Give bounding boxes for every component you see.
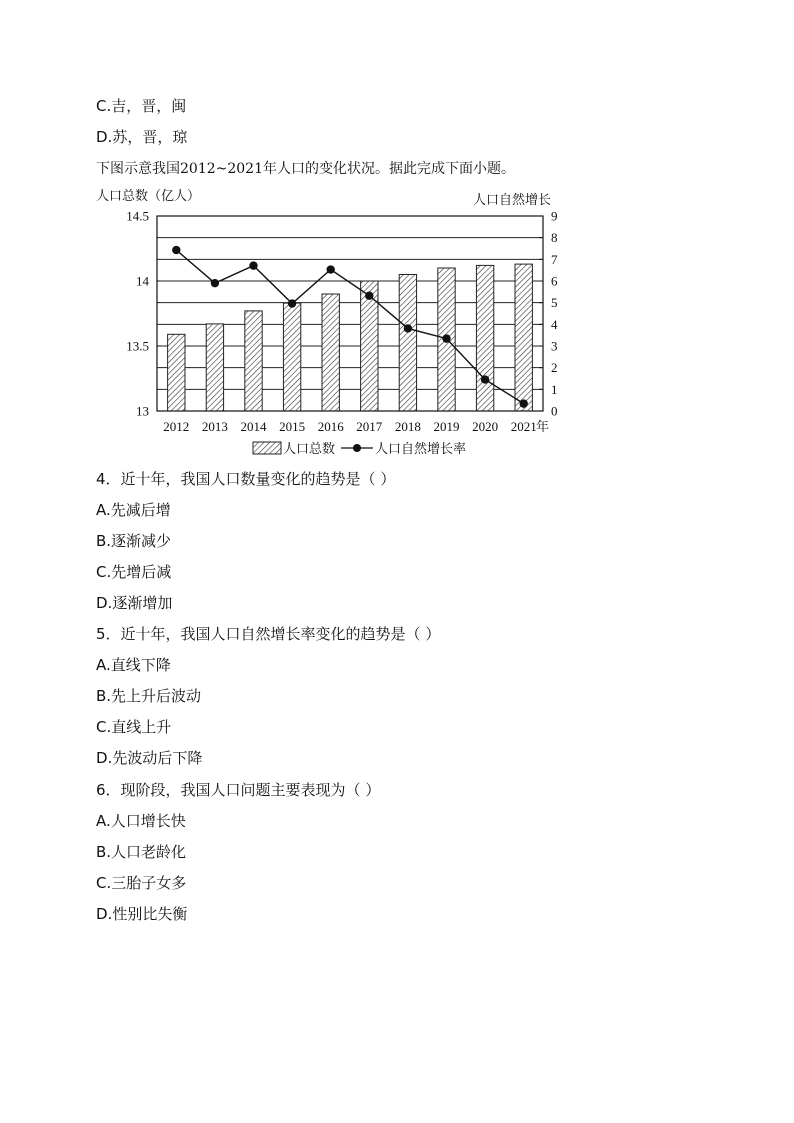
question-4-stem: 4．近十年，我国人口数量变化的趋势是（ ）	[96, 470, 396, 488]
growth-rate-point-2021	[520, 399, 528, 407]
question-4-option-d: D.逐渐增加	[96, 594, 173, 612]
x-tick-label-2018: 2018	[394, 419, 421, 434]
growth-rate-point-2016	[327, 265, 335, 273]
question-6-option-a: A.人口增长快	[96, 812, 186, 830]
x-tick-label-2015: 2015	[279, 419, 306, 434]
bar-2021	[515, 264, 532, 411]
x-tick-label-2020: 2020	[472, 419, 499, 434]
bar-2016	[322, 294, 339, 411]
growth-rate-point-2012	[172, 246, 180, 254]
bar-2012	[168, 334, 185, 411]
left-axis-label: 人口总数（亿人）	[96, 188, 201, 203]
chart-intro: 下图示意我国2012~2021年人口的变化状况。据此完成下面小题。	[96, 161, 515, 177]
x-tick-label-2016: 2016	[317, 419, 344, 434]
right-tick-label: 8	[551, 230, 558, 246]
question-5-option-a: A.直线下降	[96, 656, 171, 674]
question-6-option-d: D.性别比失衡	[96, 905, 188, 923]
legend-bar-label: 人口总数	[283, 441, 336, 456]
x-tick-label-2014: 2014	[240, 419, 267, 434]
growth-rate-point-2017	[365, 292, 373, 300]
right-tick-label: 9	[551, 208, 558, 224]
left-tick-label: 13.5	[126, 338, 149, 354]
right-tick-label: 5	[551, 295, 558, 311]
bar-2018	[399, 275, 416, 412]
question-4-option-c: C.先增后减	[96, 563, 172, 581]
bar-2014	[245, 311, 262, 411]
right-tick-label: 4	[551, 316, 558, 332]
x-tick-label-2017: 2017	[356, 419, 383, 434]
legend-bar-swatch	[253, 442, 281, 454]
question-6-option-b: B.人口老龄化	[96, 843, 187, 861]
x-tick-label-2019: 2019	[433, 419, 460, 434]
question-5-stem: 5．近十年，我国人口自然增长率变化的趋势是（ ）	[96, 625, 441, 643]
right-tick-label: 2	[551, 360, 558, 376]
growth-rate-point-2019	[442, 334, 450, 342]
population-chart	[90, 186, 570, 458]
x-axis-unit: 年	[536, 419, 550, 434]
right-tick-label: 1	[551, 381, 558, 397]
question-4-option-a: A.先减后增	[96, 501, 171, 519]
x-tick-label-2021: 2021	[510, 419, 537, 434]
left-tick-label: 14	[136, 273, 149, 289]
bar-2013	[206, 324, 223, 411]
x-tick-label-2012: 2012	[163, 419, 190, 434]
growth-rate-point-2014	[249, 261, 257, 269]
question-5-option-d: D.先波动后下降	[96, 749, 203, 767]
growth-rate-point-2018	[404, 324, 412, 332]
right-axis-label: 人口自然增长	[473, 192, 552, 207]
legend-line-label: 人口自然增长率	[375, 441, 467, 456]
right-tick-label: 7	[551, 251, 558, 267]
question-5-option-b: B.先上升后波动	[96, 687, 202, 705]
right-tick-label: 3	[551, 338, 558, 354]
legend-line-marker	[353, 444, 361, 452]
growth-rate-line	[176, 250, 523, 404]
question-6-option-c: C.三胎子女多	[96, 874, 187, 892]
right-tick-label: 0	[551, 403, 558, 419]
left-tick-label: 13	[136, 403, 149, 419]
chart-legend	[253, 441, 466, 456]
growth-rate-point-2015	[288, 299, 296, 307]
left-tick-label: 14.5	[126, 208, 149, 224]
prev-option-d: D.苏，晋，琼	[96, 128, 188, 146]
growth-rate-point-2020	[481, 375, 489, 383]
bar-2020	[476, 265, 493, 411]
growth-rate-point-2013	[211, 279, 219, 287]
bar-2015	[283, 303, 300, 411]
x-tick-label-2013: 2013	[201, 419, 228, 434]
prev-option-c: C.吉，晋，闽	[96, 97, 187, 115]
question-4-option-b: B.逐渐减少	[96, 532, 172, 550]
question-6-stem: 6．现阶段，我国人口问题主要表现为（ ）	[96, 781, 381, 799]
right-tick-label: 6	[551, 273, 558, 289]
question-5-option-c: C.直线上升	[96, 718, 172, 736]
